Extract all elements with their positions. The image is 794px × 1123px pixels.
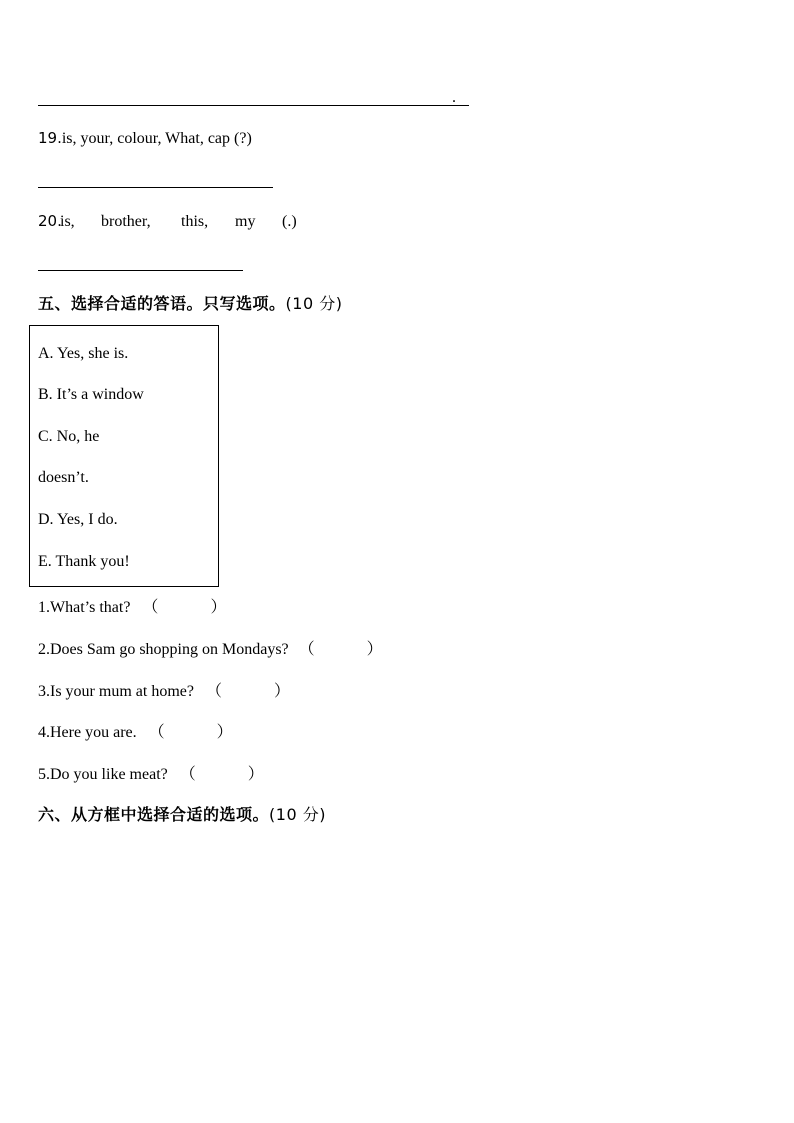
- section-6-points: (10 分): [269, 805, 326, 824]
- answer-line-dot: .: [452, 89, 456, 106]
- question-20-word: my: [235, 213, 256, 230]
- question-1: [38, 600, 226, 616]
- option-a: A. Yes, she is.: [38, 345, 129, 362]
- question-1-text: 1.What’s that?: [38, 599, 131, 616]
- answer-line-19: [38, 187, 273, 188]
- question-19-number: 19.: [38, 129, 62, 147]
- open-paren: （: [205, 683, 222, 700]
- option-e: E. Thank you!: [38, 553, 130, 570]
- open-paren: （: [179, 766, 196, 783]
- question-19-text: is, your, colour, What, cap (?): [61, 130, 252, 147]
- open-paren: （: [298, 641, 315, 658]
- question-20: [38, 214, 338, 234]
- question-3-text: 3.Is your mum at home?: [38, 683, 194, 700]
- answer-blank-5[interactable]: [180, 767, 264, 783]
- question-5-text: 5.Do you like meat?: [38, 766, 168, 783]
- question-20-word: (.): [282, 213, 297, 230]
- open-paren: （: [148, 724, 165, 741]
- question-5: [38, 767, 264, 783]
- section-5-heading: [38, 296, 342, 312]
- question-4: [38, 725, 233, 741]
- section-5-points: (10 分): [285, 294, 343, 313]
- options-box: [29, 325, 219, 587]
- answer-line-20: [38, 270, 243, 271]
- close-paren: ）: [210, 599, 227, 616]
- close-paren: ）: [216, 724, 233, 741]
- option-d: D. Yes, I do.: [38, 511, 118, 528]
- question-4-text: 4.Here you are.: [38, 724, 137, 741]
- answer-blank-4[interactable]: [149, 725, 233, 741]
- question-20-word: this,: [181, 213, 209, 230]
- close-paren: ）: [247, 766, 264, 783]
- question-20-word: brother,: [101, 213, 151, 230]
- close-paren: ）: [366, 641, 383, 658]
- answer-blank-2[interactable]: [299, 642, 383, 658]
- answer-blank-1[interactable]: [142, 600, 226, 616]
- question-2-text: 2.Does Sam go shopping on Mondays?: [38, 641, 289, 658]
- question-3: [38, 684, 290, 700]
- question-20-number: 20.: [38, 212, 62, 230]
- open-paren: （: [142, 599, 159, 616]
- answer-blank-3[interactable]: [206, 684, 290, 700]
- section-6-heading: [38, 807, 326, 823]
- option-c-continued: doesn’t.: [38, 469, 89, 486]
- section-5-title: 五、选择合适的答语。只写选项。: [38, 294, 286, 313]
- option-c: C. No, he: [38, 428, 100, 445]
- close-paren: ）: [273, 683, 290, 700]
- question-20-word: is,: [60, 213, 75, 230]
- option-b: B. It’s a window: [38, 386, 144, 403]
- answer-line-18: [38, 105, 469, 106]
- section-6-title: 六、从方框中选择合适的选项。: [38, 805, 270, 824]
- question-2: [38, 642, 383, 658]
- question-19: [38, 131, 252, 147]
